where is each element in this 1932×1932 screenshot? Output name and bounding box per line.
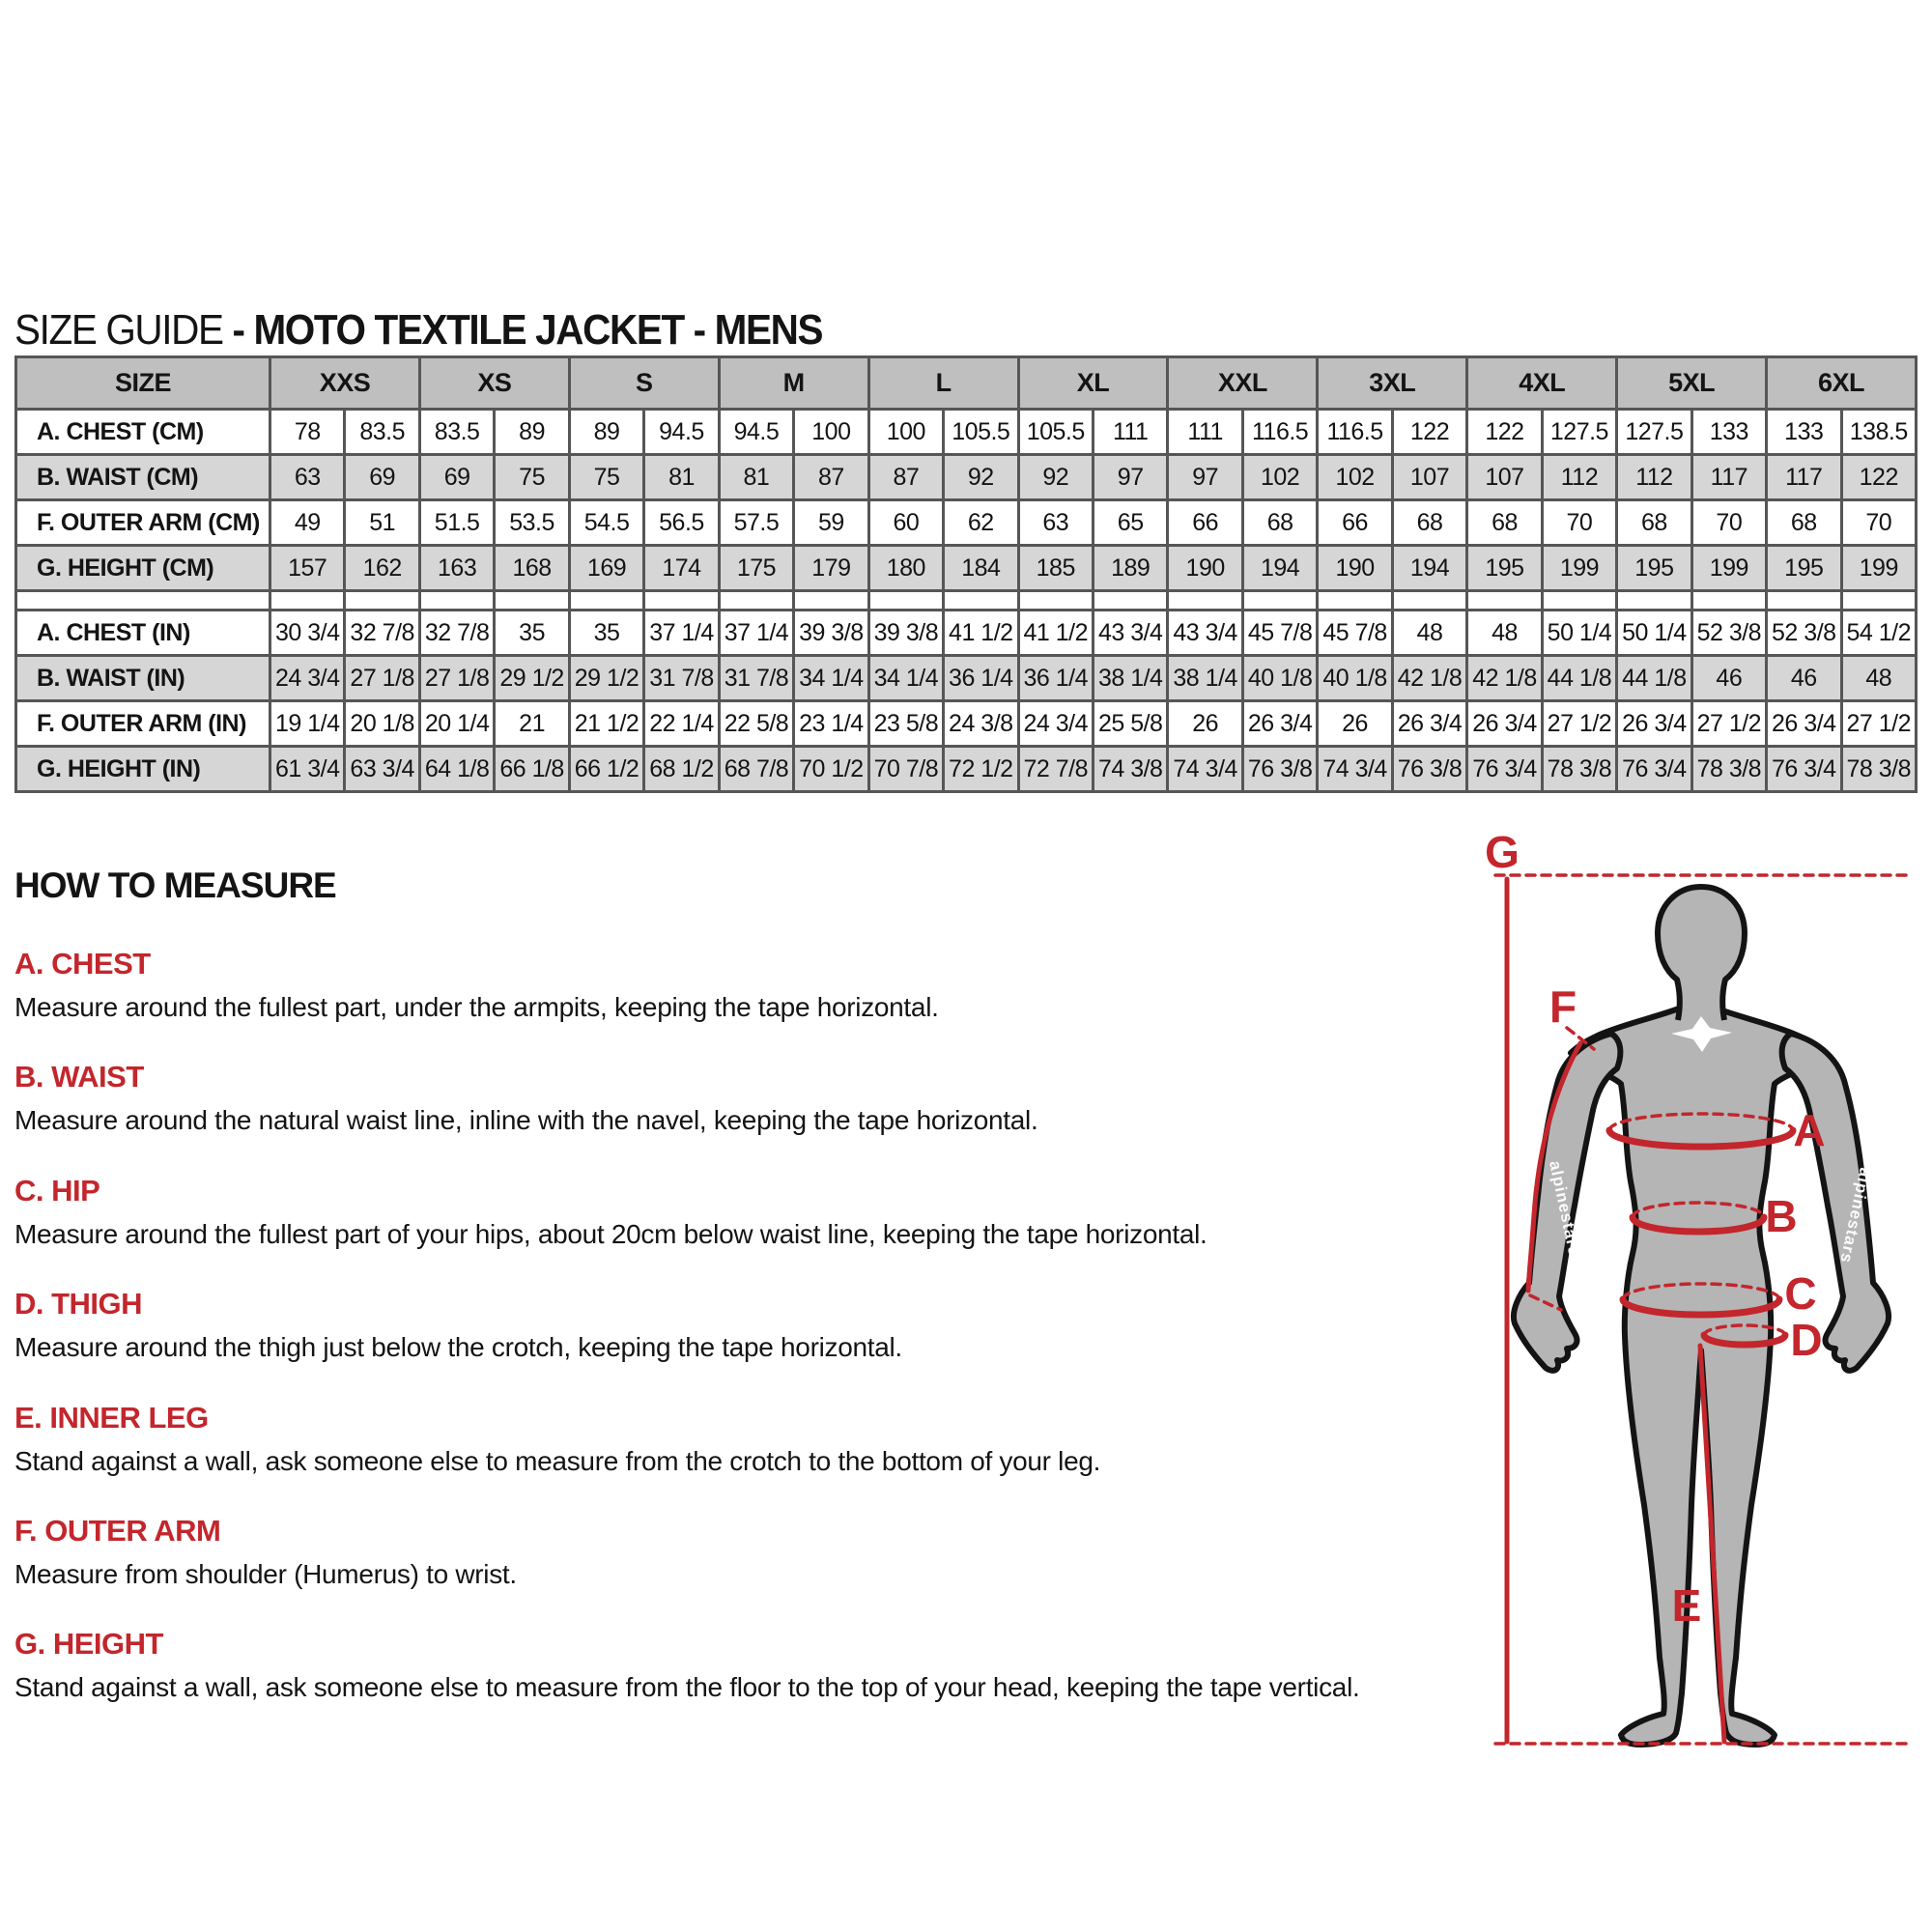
spacer-cell <box>1242 591 1317 611</box>
size-value-cell: 105.5 <box>1018 410 1093 455</box>
figure-label-height: G <box>1485 829 1520 877</box>
size-value-cell: 29 1/2 <box>569 656 643 701</box>
size-value-cell: 190 <box>1168 546 1242 591</box>
size-value-cell: 127.5 <box>1542 410 1616 455</box>
size-value-cell: 41 1/2 <box>944 611 1018 656</box>
size-value-cell: 32 7/8 <box>345 611 419 656</box>
spacer-cell <box>719 591 793 611</box>
size-value-cell: 20 1/8 <box>345 701 419 747</box>
size-value-cell: 36 1/4 <box>944 656 1018 701</box>
size-value-cell: 43 3/4 <box>1093 611 1167 656</box>
spacer-cell <box>345 591 419 611</box>
size-value-cell: 34 1/4 <box>868 656 943 701</box>
section-text: Stand against a wall, ask someone else to measure from the crotch to the bottom of your leg. <box>14 1445 1101 1476</box>
size-value-cell: 78 <box>270 410 345 455</box>
size-value-cell: 194 <box>1242 546 1317 591</box>
size-column-header-xxs: XXS <box>270 357 420 410</box>
size-column-header-m: M <box>719 357 868 410</box>
section-text: Measure around the natural waist line, inline with the navel, keeping the tape horizontal. <box>14 1105 1038 1136</box>
spacer-cell <box>1168 591 1242 611</box>
size-value-cell: 75 <box>495 455 569 500</box>
size-value-cell: 78 3/8 <box>1542 747 1616 792</box>
section-text: Measure from shoulder (Humerus) to wrist. <box>14 1558 517 1589</box>
size-value-cell: 70 <box>1691 500 1766 546</box>
size-value-cell: 68 <box>1617 500 1691 546</box>
size-value-cell: 45 7/8 <box>1242 611 1317 656</box>
size-value-cell: 81 <box>644 455 719 500</box>
size-value-cell: 38 1/4 <box>1093 656 1167 701</box>
size-value-cell: 168 <box>495 546 569 591</box>
size-value-cell: 87 <box>794 455 868 500</box>
size-value-cell: 78 3/8 <box>1691 747 1766 792</box>
size-value-cell: 107 <box>1467 455 1542 500</box>
section-heading: F. OUTER ARM <box>14 1513 221 1548</box>
size-value-cell: 180 <box>868 546 943 591</box>
size-table <box>14 355 1918 793</box>
size-value-cell: 70 1/2 <box>794 747 868 792</box>
figure-label-inner-leg: E <box>1671 1580 1702 1631</box>
spacer-cell <box>794 591 868 611</box>
size-value-cell: 52 3/8 <box>1691 611 1766 656</box>
size-value-cell: 81 <box>719 455 793 500</box>
size-value-cell: 24 3/4 <box>270 656 345 701</box>
size-value-cell: 46 <box>1767 656 1841 701</box>
size-value-cell: 44 1/8 <box>1617 656 1691 701</box>
spacer-cell <box>1691 591 1766 611</box>
row-label: G. HEIGHT (IN) <box>16 747 270 792</box>
size-value-cell: 68 1/2 <box>644 747 719 792</box>
spacer-cell <box>270 591 345 611</box>
size-column-header-xl: XL <box>1018 357 1168 410</box>
size-table-corner-header: SIZE <box>16 357 270 410</box>
size-value-cell: 76 3/4 <box>1617 747 1691 792</box>
size-value-cell: 35 <box>495 611 569 656</box>
section-text: Stand against a wall, ask someone else to measure from the floor to the top of your head, keeping the tape vertical. <box>14 1672 1360 1703</box>
size-value-cell: 62 <box>944 500 1018 546</box>
size-value-cell: 56.5 <box>644 500 719 546</box>
size-value-cell: 23 5/8 <box>868 701 943 747</box>
section-heading: D. THIGH <box>14 1287 143 1321</box>
measure-section-chest <box>14 947 1430 1025</box>
size-value-cell: 48 <box>1467 611 1542 656</box>
size-value-cell: 68 <box>1392 500 1466 546</box>
size-value-cell: 74 3/4 <box>1168 747 1242 792</box>
size-value-cell: 66 <box>1318 500 1392 546</box>
spacer-cell <box>1093 591 1167 611</box>
size-value-cell: 133 <box>1691 410 1766 455</box>
size-table-header-row <box>16 357 1917 410</box>
size-value-cell: 74 3/8 <box>1093 747 1167 792</box>
size-value-cell: 40 1/8 <box>1242 656 1317 701</box>
size-value-cell: 87 <box>868 455 943 500</box>
size-value-cell: 54.5 <box>569 500 643 546</box>
spacer-cell <box>1018 591 1093 611</box>
size-value-cell: 34 1/4 <box>794 656 868 701</box>
size-value-cell: 66 <box>1168 500 1242 546</box>
size-value-cell: 26 3/4 <box>1392 701 1466 747</box>
size-value-cell: 174 <box>644 546 719 591</box>
size-value-cell: 195 <box>1617 546 1691 591</box>
size-value-cell: 111 <box>1168 410 1242 455</box>
size-value-cell: 43 3/4 <box>1168 611 1242 656</box>
size-value-cell: 22 1/4 <box>644 701 719 747</box>
size-value-cell: 116.5 <box>1242 410 1317 455</box>
size-value-cell: 138.5 <box>1841 410 1916 455</box>
size-value-cell: 78 3/8 <box>1841 747 1916 792</box>
size-value-cell: 26 3/4 <box>1242 701 1317 747</box>
size-value-cell: 116.5 <box>1318 410 1392 455</box>
size-value-cell: 185 <box>1018 546 1093 591</box>
size-value-cell: 100 <box>794 410 868 455</box>
right-forearm-logo-text: alpinestars <box>1836 1166 1875 1265</box>
body-silhouette <box>1571 1009 1825 1745</box>
size-value-cell: 194 <box>1392 546 1466 591</box>
how-to-measure-block <box>14 866 1430 1741</box>
size-value-cell: 195 <box>1767 546 1841 591</box>
row-label: G. HEIGHT (CM) <box>16 546 270 591</box>
size-value-cell: 26 3/4 <box>1767 701 1841 747</box>
size-value-cell: 51.5 <box>419 500 494 546</box>
size-value-cell: 127.5 <box>1617 410 1691 455</box>
size-value-cell: 199 <box>1691 546 1766 591</box>
section-heading: C. HIP <box>14 1173 100 1208</box>
size-value-cell: 27 1/2 <box>1691 701 1766 747</box>
size-value-cell: 37 1/4 <box>644 611 719 656</box>
size-value-cell: 32 7/8 <box>419 611 494 656</box>
size-value-cell: 70 <box>1841 500 1916 546</box>
section-text: Measure around the fullest part, under the armpits, keeping the tape horizontal. <box>14 992 939 1022</box>
spacer-cell <box>1467 591 1542 611</box>
size-value-cell: 83.5 <box>419 410 494 455</box>
size-value-cell: 63 3/4 <box>345 747 419 792</box>
size-value-cell: 27 1/8 <box>345 656 419 701</box>
row-label: B. WAIST (CM) <box>16 455 270 500</box>
spacer-cell <box>569 591 643 611</box>
size-value-cell: 22 5/8 <box>719 701 793 747</box>
size-value-cell: 21 1/2 <box>569 701 643 747</box>
section-heading: B. WAIST <box>14 1060 144 1094</box>
head <box>1658 887 1745 1020</box>
spacer-cell <box>419 591 494 611</box>
size-value-cell: 26 <box>1168 701 1242 747</box>
size-value-cell: 199 <box>1542 546 1616 591</box>
size-table-row <box>16 656 1917 701</box>
section-heading: E. INNER LEG <box>14 1400 209 1435</box>
spacer-cell <box>1841 591 1916 611</box>
spacer-cell <box>1392 591 1466 611</box>
size-value-cell: 92 <box>1018 455 1093 500</box>
size-value-cell: 112 <box>1542 455 1616 500</box>
size-value-cell: 199 <box>1841 546 1916 591</box>
size-value-cell: 105.5 <box>944 410 1018 455</box>
size-value-cell: 112 <box>1617 455 1691 500</box>
size-value-cell: 100 <box>868 410 943 455</box>
size-value-cell: 117 <box>1691 455 1766 500</box>
size-value-cell: 111 <box>1093 410 1167 455</box>
size-value-cell: 97 <box>1168 455 1242 500</box>
size-value-cell: 60 <box>868 500 943 546</box>
size-column-header-3xl: 3XL <box>1318 357 1467 410</box>
size-value-cell: 189 <box>1093 546 1167 591</box>
size-value-cell: 49 <box>270 500 345 546</box>
size-value-cell: 102 <box>1242 455 1317 500</box>
size-value-cell: 69 <box>345 455 419 500</box>
size-value-cell: 54 1/2 <box>1841 611 1916 656</box>
size-value-cell: 38 1/4 <box>1168 656 1242 701</box>
size-value-cell: 76 3/4 <box>1467 747 1542 792</box>
size-value-cell: 21 <box>495 701 569 747</box>
size-value-cell: 157 <box>270 546 345 591</box>
size-value-cell: 83.5 <box>345 410 419 455</box>
spacer-cell <box>1542 591 1616 611</box>
size-value-cell: 117 <box>1767 455 1841 500</box>
size-value-cell: 57.5 <box>719 500 793 546</box>
size-value-cell: 20 1/4 <box>419 701 494 747</box>
size-value-cell: 70 7/8 <box>868 747 943 792</box>
size-value-cell: 48 <box>1841 656 1916 701</box>
section-heading: A. CHEST <box>14 947 151 980</box>
size-value-cell: 48 <box>1392 611 1466 656</box>
spacer-cell <box>1767 591 1841 611</box>
size-value-cell: 76 3/8 <box>1392 747 1466 792</box>
size-value-cell: 94.5 <box>644 410 719 455</box>
size-value-cell: 163 <box>419 546 494 591</box>
size-value-cell: 45 7/8 <box>1318 611 1392 656</box>
size-value-cell: 64 1/8 <box>419 747 494 792</box>
figure-label-waist: B <box>1765 1191 1798 1241</box>
spacer-cell <box>495 591 569 611</box>
page-title-bold: - MOTO TEXTILE JACKET - MENS <box>232 306 823 355</box>
size-column-header-xs: XS <box>419 357 569 410</box>
size-value-cell: 169 <box>569 546 643 591</box>
size-column-header-6xl: 6XL <box>1767 357 1917 410</box>
how-to-measure-title: HOW TO MEASURE <box>14 866 336 905</box>
row-label: F. OUTER ARM (CM) <box>16 500 270 546</box>
size-value-cell: 27 1/2 <box>1542 701 1616 747</box>
size-value-cell: 69 <box>419 455 494 500</box>
spacer-cell <box>1617 591 1691 611</box>
row-label: F. OUTER ARM (IN) <box>16 701 270 747</box>
size-value-cell: 25 5/8 <box>1093 701 1167 747</box>
size-value-cell: 39 3/8 <box>794 611 868 656</box>
size-column-header-l: L <box>868 357 1018 410</box>
measure-section-thigh <box>14 1287 1430 1365</box>
size-value-cell: 89 <box>569 410 643 455</box>
measure-section-waist <box>14 1060 1430 1138</box>
size-value-cell: 46 <box>1691 656 1766 701</box>
measure-section-outer-arm <box>14 1514 1430 1592</box>
section-heading: G. HEIGHT <box>14 1627 163 1662</box>
size-value-cell: 68 <box>1242 500 1317 546</box>
size-value-cell: 26 3/4 <box>1467 701 1542 747</box>
size-value-cell: 66 1/2 <box>569 747 643 792</box>
size-value-cell: 35 <box>569 611 643 656</box>
size-value-cell: 23 1/4 <box>794 701 868 747</box>
size-value-cell: 39 3/8 <box>868 611 943 656</box>
size-value-cell: 36 1/4 <box>1018 656 1093 701</box>
size-value-cell: 74 3/4 <box>1318 747 1392 792</box>
size-value-cell: 63 <box>1018 500 1093 546</box>
size-value-cell: 51 <box>345 500 419 546</box>
figure-label-outer-arm: F <box>1548 981 1577 1032</box>
size-table-row <box>16 546 1917 591</box>
size-value-cell: 31 7/8 <box>719 656 793 701</box>
figure-label-chest: A <box>1793 1105 1826 1155</box>
size-value-cell: 29 1/2 <box>495 656 569 701</box>
size-value-cell: 107 <box>1392 455 1466 500</box>
size-value-cell: 195 <box>1467 546 1542 591</box>
size-value-cell: 122 <box>1392 410 1466 455</box>
size-value-cell: 42 1/8 <box>1467 656 1542 701</box>
size-value-cell: 70 <box>1542 500 1616 546</box>
figure-label-thigh: D <box>1790 1315 1823 1365</box>
size-value-cell: 50 1/4 <box>1617 611 1691 656</box>
size-column-header-xxl: XXL <box>1168 357 1318 410</box>
size-table-row <box>16 455 1917 500</box>
size-value-cell: 72 7/8 <box>1018 747 1093 792</box>
size-value-cell: 190 <box>1318 546 1392 591</box>
size-value-cell: 92 <box>944 455 1018 500</box>
size-value-cell: 65 <box>1093 500 1167 546</box>
size-value-cell: 52 3/8 <box>1767 611 1841 656</box>
size-column-header-4xl: 4XL <box>1467 357 1617 410</box>
body-measurement-figure <box>1437 829 1924 1862</box>
spacer-row <box>16 591 1917 611</box>
row-label: A. CHEST (IN) <box>16 611 270 656</box>
size-value-cell: 66 1/8 <box>495 747 569 792</box>
size-value-cell: 133 <box>1767 410 1841 455</box>
size-value-cell: 30 3/4 <box>270 611 345 656</box>
size-value-cell: 26 <box>1318 701 1392 747</box>
size-value-cell: 59 <box>794 500 868 546</box>
size-table-row <box>16 747 1917 792</box>
page-title <box>14 306 822 355</box>
size-table-row <box>16 611 1917 656</box>
size-value-cell: 102 <box>1318 455 1392 500</box>
size-value-cell: 76 3/8 <box>1242 747 1317 792</box>
spacer-cell <box>1318 591 1392 611</box>
size-value-cell: 184 <box>944 546 1018 591</box>
size-value-cell: 122 <box>1467 410 1542 455</box>
size-value-cell: 24 3/8 <box>944 701 1018 747</box>
size-value-cell: 122 <box>1841 455 1916 500</box>
size-column-header-5xl: 5XL <box>1617 357 1767 410</box>
size-value-cell: 27 1/2 <box>1841 701 1916 747</box>
size-value-cell: 44 1/8 <box>1542 656 1616 701</box>
measure-section-height <box>14 1627 1430 1705</box>
section-text: Measure around the fullest part of your hips, about 20cm below waist line, keeping the tape horizontal. <box>14 1218 1208 1249</box>
size-value-cell: 68 7/8 <box>719 747 793 792</box>
size-value-cell: 89 <box>495 410 569 455</box>
size-value-cell: 40 1/8 <box>1318 656 1392 701</box>
size-value-cell: 37 1/4 <box>719 611 793 656</box>
row-label: A. CHEST (CM) <box>16 410 270 455</box>
size-value-cell: 179 <box>794 546 868 591</box>
spacer-cell <box>944 591 1018 611</box>
section-text: Measure around the thigh just below the crotch, keeping the tape horizontal. <box>14 1332 902 1363</box>
size-value-cell: 162 <box>345 546 419 591</box>
measure-section-hip <box>14 1174 1430 1252</box>
size-value-cell: 175 <box>719 546 793 591</box>
size-value-cell: 42 1/8 <box>1392 656 1466 701</box>
size-value-cell: 61 3/4 <box>270 747 345 792</box>
size-value-cell: 27 1/8 <box>419 656 494 701</box>
size-value-cell: 31 7/8 <box>644 656 719 701</box>
size-table-row <box>16 701 1917 747</box>
row-label: B. WAIST (IN) <box>16 656 270 701</box>
size-value-cell: 94.5 <box>719 410 793 455</box>
size-value-cell: 68 <box>1767 500 1841 546</box>
size-value-cell: 41 1/2 <box>1018 611 1093 656</box>
spacer-cell <box>868 591 943 611</box>
figure-label-hip: C <box>1784 1268 1817 1319</box>
size-value-cell: 97 <box>1093 455 1167 500</box>
size-value-cell: 68 <box>1467 500 1542 546</box>
spacer-cell <box>644 591 719 611</box>
size-value-cell: 24 3/4 <box>1018 701 1093 747</box>
size-value-cell: 26 3/4 <box>1617 701 1691 747</box>
size-value-cell: 63 <box>270 455 345 500</box>
size-value-cell: 75 <box>569 455 643 500</box>
measure-section-inner-leg <box>14 1401 1430 1479</box>
size-table-row <box>16 500 1917 546</box>
size-value-cell: 53.5 <box>495 500 569 546</box>
size-value-cell: 76 3/4 <box>1767 747 1841 792</box>
left-forearm-logo-text: alpinestars <box>1546 1158 1584 1259</box>
size-column-header-s: S <box>569 357 719 410</box>
spacer-cell <box>16 591 270 611</box>
size-value-cell: 50 1/4 <box>1542 611 1616 656</box>
size-value-cell: 19 1/4 <box>270 701 345 747</box>
size-table-row <box>16 410 1917 455</box>
page-title-regular: SIZE GUIDE <box>14 306 223 355</box>
size-value-cell: 72 1/2 <box>944 747 1018 792</box>
